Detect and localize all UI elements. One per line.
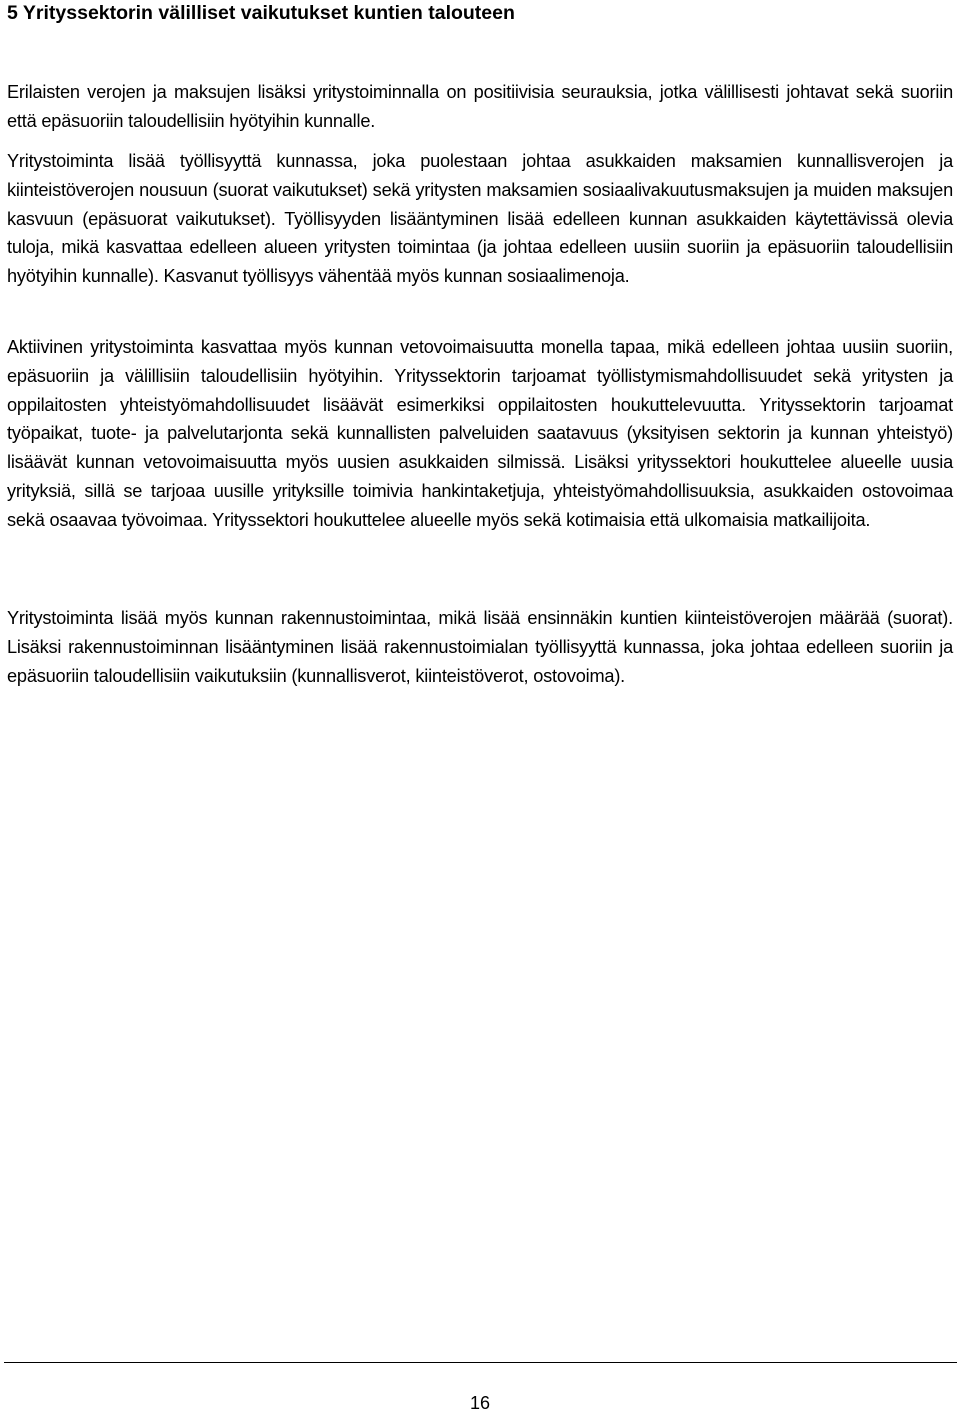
paragraph-intro: Erilaisten verojen ja maksujen lisäksi yritystoiminnalla on positiivisia seurauksia, jotka välillisesti johtavat sekä suoriin että epäsuoriin taloudellisiin hyötyihin kunnalle. (7, 82, 953, 131)
page-number: 16 (469, 1393, 491, 1413)
paragraph-employment: Yritystoiminta lisää työllisyyttä kunnassa, joka puolestaan johtaa asukkaiden maksamien kunnallisverojen ja kiinteistöverojen nousuun (suorat vaikutukset) sekä yritysten maksamien sosiaalivakuutusmaksujen ja muiden maksujen kasvuun (epäsuorat vaikutukset). Työllisyyden lisääntyminen lisää edelleen kunnan asukkaiden käytettävissä olevia tuloja, mikä kasvattaa edelleen alueen yritysten toimintaa (ja johtaa edelleen uusiin suoriin ja epäsuoriin taloudellisiin hyötyihin kunnalle). Kasvanut työllisyys vähentää myös kunnan sosiaalimenoja. (7, 151, 953, 287)
section-heading: 5 Yrityssektorin välilliset vaikutukset kuntien talouteen (7, 2, 515, 24)
paragraph-construction: Yritystoiminta lisää myös kunnan rakennustoimintaa, mikä lisää ensinnäkin kuntien kiinteistöverojen määrää (suorat). Lisäksi rakennustoiminnan lisääntyminen lisää rakennustoimialan työllisyyttä kunnassa, joka johtaa edelleen suoriin ja epäsuoriin taloudellisiin vaikutuksiin (kunnallisverot, kiinteistöverot, ostovoima). (7, 608, 953, 686)
footer-divider (4, 1362, 957, 1363)
paragraph-attractiveness: Aktiivinen yritystoiminta kasvattaa myös kunnan vetovoimaisuutta monella tapaa, mikä edelleen johtaa uusiin suoriin, epäsuoriin ja välillisiin taloudellisiin hyötyihin. Yrityssektorin tarjoamat työllistymismahdollisuudet sekä yritysten ja oppilaitosten yhteistyömahdollisuudet lisäävät esimerkiksi oppilaitosten houkuttelevuutta. Yrityssektorin tarjoamat työpaikat, tuote- ja palvelutarjonta sekä kunnallisten palveluiden saatavuus (yksityisen sektorin ja kunnan yhteistyö) lisäävät kunnan vetovoimaisuutta myös uusien asukkaiden silmissä. Lisäksi yrityssektori houkuttelee alueelle uusia yrityksiä, sillä se tarjoaa uusille yrityksille toimivia hankintaketjuja, yhteistyömahdollisuuksia, asukkaiden ostovoimaa sekä osaavaa työvoimaa. Yrityssektori houkuttelee alueelle myös sekä kotimaisia että ulkomaisia matkailijoita. (7, 337, 953, 530)
